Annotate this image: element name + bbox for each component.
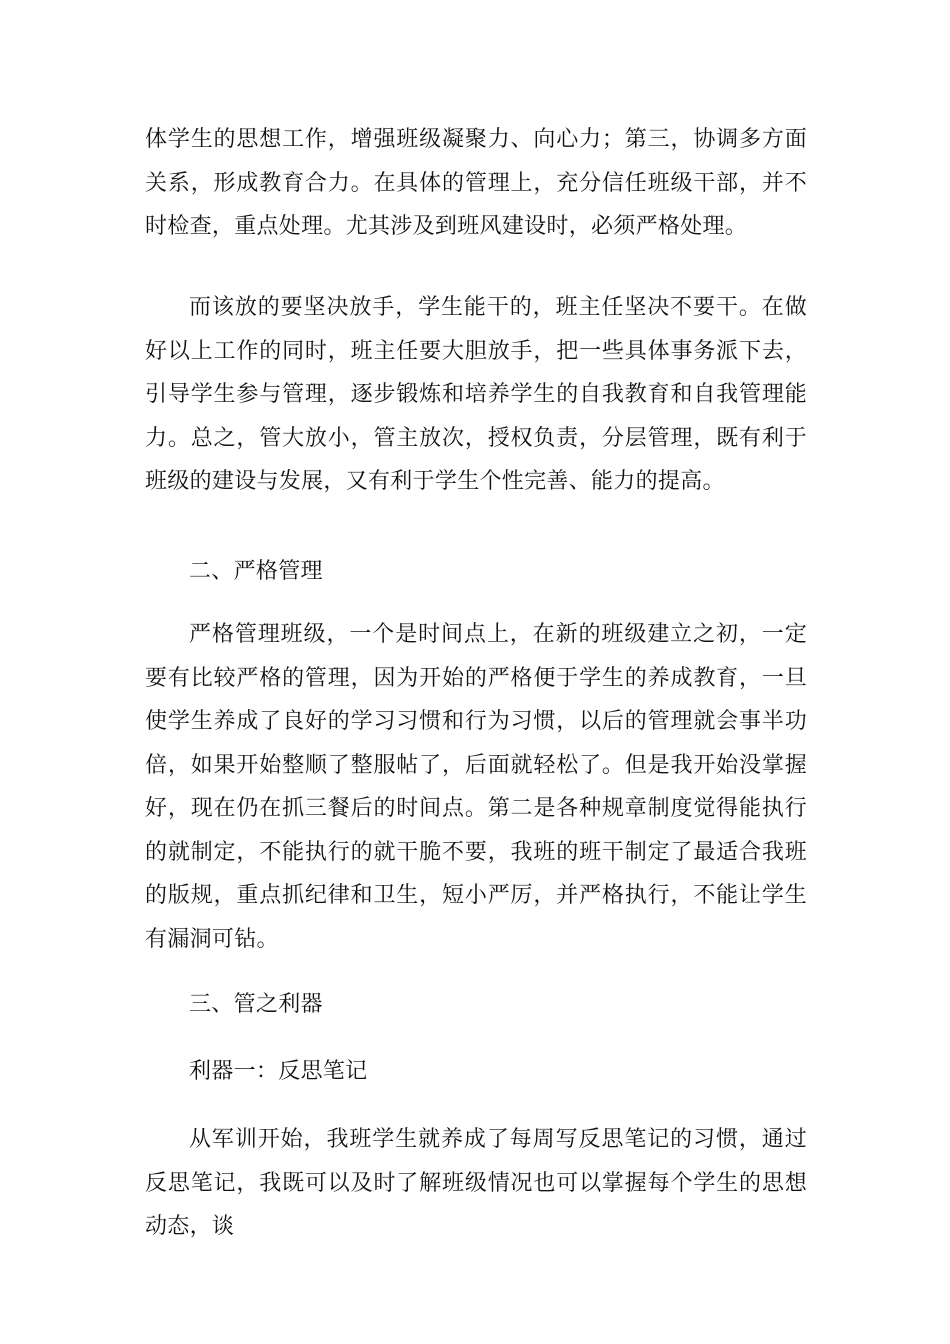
paragraph-2: 而该放的要坚决放手，学生能干的，班主任坚决不要干。在做好以上工作的同时，班主任要大胆放手，把一些具体事务派下去，引导学生参与管理，逐步锻炼和培养学生的自我教育和自我管理能力。总之，管大放小，管主放次，授权负责，分层管理，既有利于班级的建设与发展，又有利于学生个性完善、能力的提高。 [145, 295, 807, 494]
paragraph-3: 严格管理班级，一个是时间点上，在新的班级建立之初，一定要有比较严格的管理，因为开始的严格便于学生的养成教育，一旦使学生养成了良好的学习习惯和行为习惯，以后的管理就会事半功倍，如果开始整顺了整服帖了，后面就轻松了。但是我开始没掌握好，现在仍在抓三餐后的时间点。第二是各种规章制度觉得能执行的就制定，不能执行的就干脆不要，我班的班干制定了最适合我班的版规，重点抓纪律和卫生，短小严厉，并严格执行，不能让学生有漏洞可钻。 [145, 622, 807, 952]
section-heading-3: 三、管之利器 [189, 992, 323, 1017]
paragraph-4: 从军训开始，我班学生就养成了每周写反思笔记的习惯，通过反思笔记，我既可以及时了解班级情况也可以掌握每个学生的思想动态，谈 [145, 1127, 807, 1239]
section-heading-2: 二、严格管理 [189, 559, 323, 584]
subsection-heading-1: 利器一：反思笔记 [189, 1059, 368, 1084]
paragraph-1: 体学生的思想工作，增强班级凝聚力、向心力；第三，协调多方面关系，形成教育合力。在具体的管理上，充分信任班级干部，并不时检查，重点处理。尤其涉及到班风建设时，必须严格处理。 [145, 127, 807, 239]
